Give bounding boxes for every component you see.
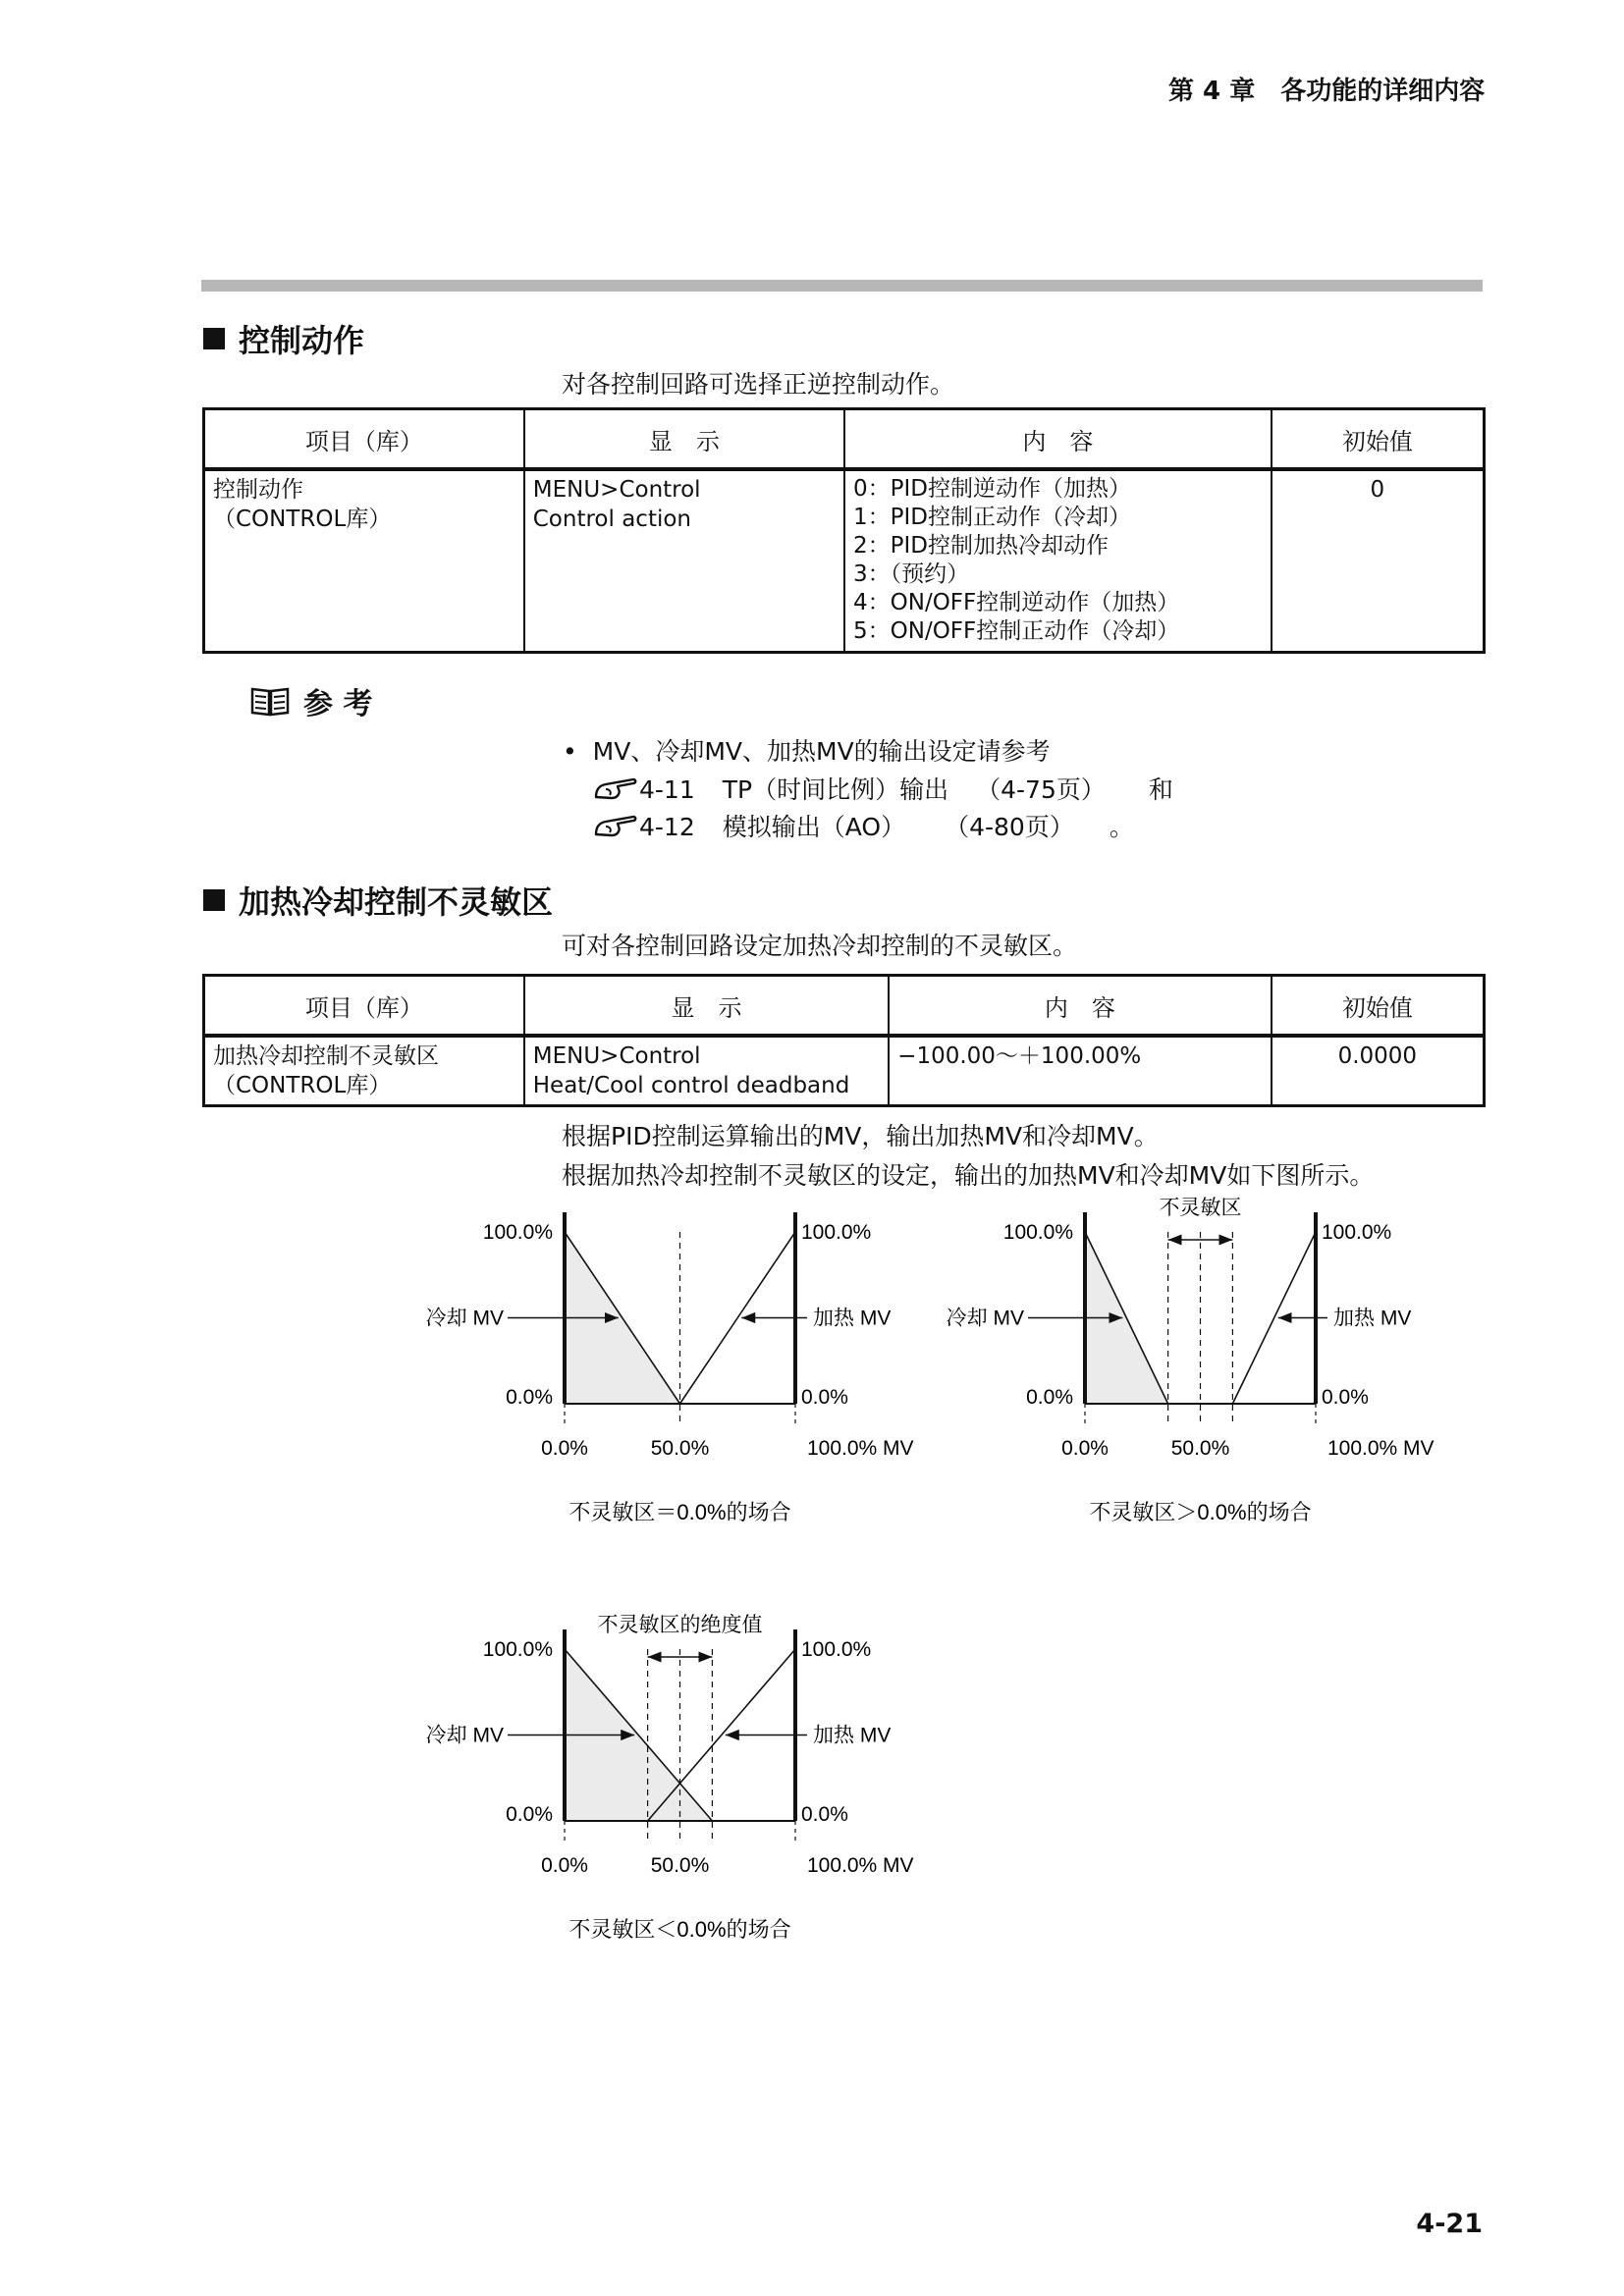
section-title-deadband <box>203 878 553 923</box>
left-tick-label: 0.0% <box>506 1803 553 1826</box>
deadband-annotation: 不灵敏区的绝度值 <box>597 1614 763 1636</box>
ref-number: 4-12 <box>639 813 695 841</box>
page-number: 4-21 <box>1416 2209 1483 2239</box>
chart-caption: 不灵敏区＝0.0%的场合 <box>568 1500 791 1524</box>
x-tick-label: 100.0% MV <box>1327 1437 1435 1460</box>
body-line-1: 根据PID控制运算输出的MV，输出加热MV和冷却MV。 <box>562 1122 1159 1150</box>
header-display: 显 示 <box>524 409 844 470</box>
chapter-header: 第 4 章 各功能的详细内容 <box>1168 77 1486 106</box>
ref-page: （4-75页） <box>976 775 1106 804</box>
item-library: （CONTROL库） <box>213 1073 392 1098</box>
option-0: 0：PID控制逆动作（加热） <box>853 476 1131 502</box>
chart-caption: 不灵敏区＞0.0%的场合 <box>1089 1500 1312 1524</box>
book-icon <box>250 685 290 717</box>
left-tick-label: 0.0% <box>506 1386 553 1409</box>
item-name: 加热冷却控制不灵敏区 <box>213 1043 439 1069</box>
body-line-2: 根据加热冷却控制不灵敏区的设定，输出的加热MV和冷却MV如下图所示。 <box>562 1161 1375 1190</box>
cooling-mv-label: 冷却 MV <box>425 1724 504 1747</box>
deadband-annotation: 不灵敏区 <box>1159 1197 1242 1219</box>
right-tick-label: 100.0% <box>1322 1221 1392 1244</box>
x-tick-label: 0.0% <box>541 1437 588 1460</box>
control-action-table <box>202 407 1486 654</box>
display-name: Heat/Cool control deadband <box>532 1073 850 1098</box>
content-cell <box>844 469 1272 652</box>
default-value: 0.0000 <box>1337 1043 1418 1069</box>
bullet: • <box>563 737 577 766</box>
display-cell <box>524 469 844 652</box>
left-tick-label: 100.0% <box>482 1638 553 1661</box>
cooling-mv-label: 冷却 MV <box>946 1307 1024 1330</box>
ref-tail: 和 <box>1148 775 1173 804</box>
ref-number: 4-11 <box>639 775 695 804</box>
display-name: Control action <box>532 507 691 532</box>
heating-mv-label: 加热 MV <box>813 1724 892 1747</box>
ref-name: TP（时间比例）输出 <box>722 775 949 804</box>
ref-page: （4-80页） <box>945 813 1074 841</box>
header-content: 内 容 <box>844 409 1272 470</box>
reference-intro <box>563 732 1051 768</box>
x-tick-label: 100.0% MV <box>807 1437 914 1460</box>
chart-deadband-negative <box>412 1610 962 1973</box>
section-title-control-action <box>203 316 364 361</box>
x-tick-label: 50.0% <box>650 1437 710 1460</box>
option-2: 2：PID控制加热冷却动作 <box>853 533 1109 559</box>
chart-deadband-positive <box>933 1193 1483 1556</box>
right-tick-label: 0.0% <box>801 1386 848 1409</box>
chart-deadband-zero <box>412 1193 962 1556</box>
right-tick-label: 0.0% <box>801 1803 848 1826</box>
reference-title: 参 考 <box>303 687 373 721</box>
chart-caption: 不灵敏区＜0.0%的场合 <box>568 1917 791 1942</box>
item-name: 控制动作 <box>213 477 303 503</box>
table-header-row <box>204 409 1485 470</box>
content-cell <box>889 1036 1271 1106</box>
reference-heading <box>250 679 372 722</box>
default-value: 0 <box>1370 477 1385 503</box>
table-row <box>204 469 1485 652</box>
ref-tail: 。 <box>1109 813 1134 841</box>
heating-mv-label: 加热 MV <box>1333 1307 1412 1330</box>
display-path: MENU>Control <box>532 1043 701 1069</box>
x-tick-label: 100.0% MV <box>807 1854 914 1877</box>
x-tick-label: 0.0% <box>541 1854 588 1877</box>
heating-mv-label: 加热 MV <box>813 1307 892 1330</box>
section-title-text: 加热冷却控制不灵敏区 <box>239 883 554 921</box>
right-tick-label: 0.0% <box>1322 1386 1369 1409</box>
default-cell <box>1272 1036 1485 1106</box>
table-row <box>204 1036 1485 1106</box>
cooling-mv-label: 冷却 MV <box>425 1307 504 1330</box>
section-rule <box>201 280 1483 292</box>
option-3: 3：（预约） <box>853 561 970 587</box>
x-tick-label: 50.0% <box>650 1854 710 1877</box>
pointing-hand-icon <box>592 813 637 838</box>
header-default: 初始值 <box>1272 409 1485 470</box>
table-header-row <box>204 976 1485 1037</box>
left-tick-label: 0.0% <box>1026 1386 1073 1409</box>
display-cell <box>524 1036 889 1106</box>
header-default: 初始值 <box>1272 976 1485 1037</box>
item-library: （CONTROL库） <box>213 507 392 532</box>
header-item: 项目（库） <box>204 409 524 470</box>
section-intro: 对各控制回路可选择正逆控制动作。 <box>562 370 955 399</box>
default-cell <box>1272 469 1485 652</box>
option-1: 1：PID控制正动作（冷却） <box>853 505 1131 530</box>
section-intro: 可对各控制回路设定加热冷却控制的不灵敏区。 <box>562 932 1078 960</box>
x-tick-label: 50.0% <box>1170 1437 1230 1460</box>
pointing-hand-icon <box>592 775 637 801</box>
right-tick-label: 100.0% <box>801 1221 872 1244</box>
option-5: 5：ON/OFF控制正动作（冷却） <box>853 618 1180 644</box>
square-bullet-icon <box>203 889 225 911</box>
header-content: 内 容 <box>889 976 1271 1037</box>
reference-intro-text: MV、冷却MV、加热MV的输出设定请参考 <box>592 737 1051 766</box>
reference-link-4-12[interactable] <box>592 808 1134 843</box>
item-cell <box>204 469 524 652</box>
left-tick-label: 100.0% <box>1002 1221 1073 1244</box>
square-bullet-icon <box>203 328 225 349</box>
right-tick-label: 100.0% <box>801 1638 872 1661</box>
header-item: 项目（库） <box>204 976 524 1037</box>
item-cell <box>204 1036 524 1106</box>
display-path: MENU>Control <box>532 477 701 503</box>
range-value: −100.00～＋100.00% <box>897 1043 1142 1069</box>
option-4: 4：ON/OFF控制逆动作（加热） <box>853 590 1180 615</box>
left-tick-label: 100.0% <box>482 1221 553 1244</box>
deadband-table <box>202 974 1486 1107</box>
x-tick-label: 0.0% <box>1061 1437 1109 1460</box>
header-display: 显 示 <box>524 976 889 1037</box>
ref-name: 模拟输出（AO） <box>722 813 906 841</box>
section-title-text: 控制动作 <box>239 322 365 359</box>
reference-link-4-11[interactable] <box>592 771 1173 806</box>
